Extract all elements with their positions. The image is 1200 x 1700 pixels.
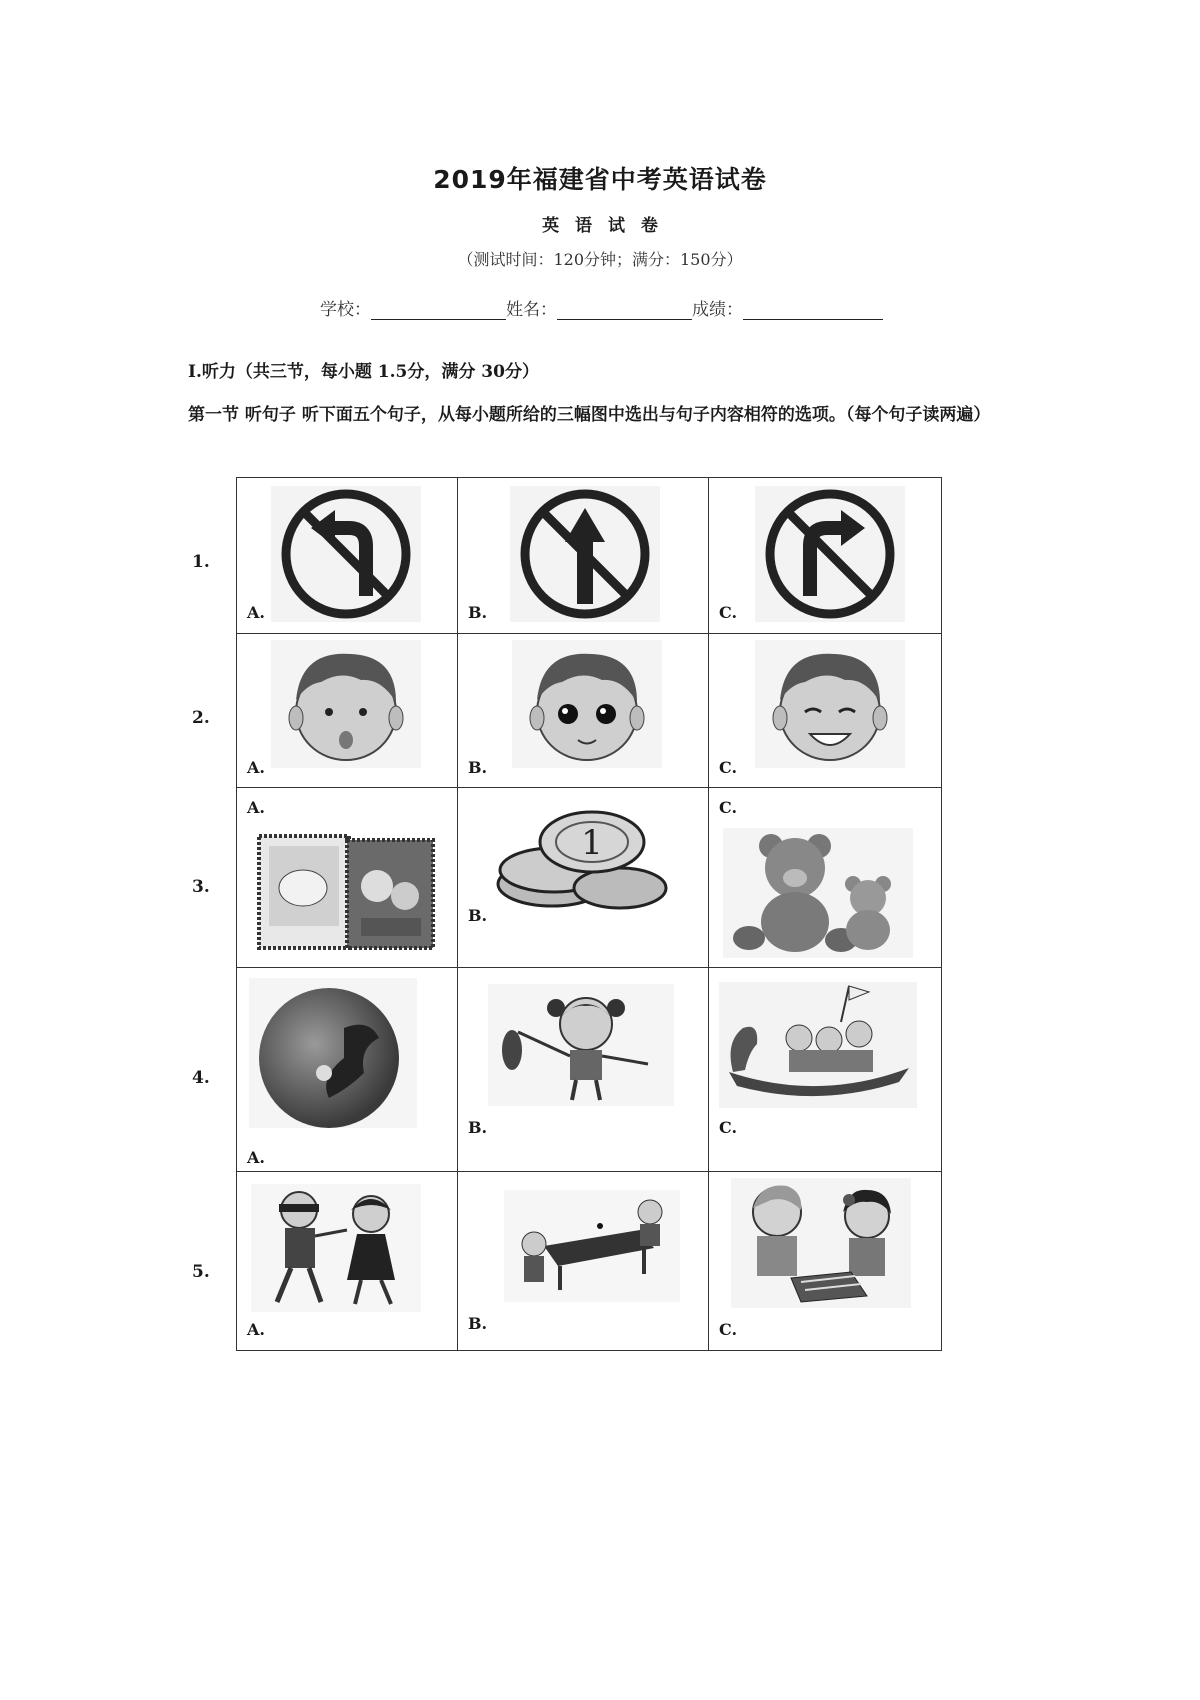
option-label: A. [247,798,265,817]
blindfold-game-icon [251,1184,421,1312]
option-label: C. [719,1320,738,1339]
option-label: A. [247,1320,265,1339]
no-right-turn-sign-icon [755,486,905,622]
option-cell[interactable] [458,478,709,634]
option-cell[interactable] [458,634,709,788]
option-label: B. [468,603,488,622]
boy-surprised-face-icon [271,640,421,768]
dragon-boat-icon [719,982,917,1108]
option-cell[interactable] [709,788,942,968]
no-left-turn-sign-icon [271,486,421,622]
option-cell[interactable] [237,634,458,788]
question-number: 4. [192,1068,210,1088]
exam-title: 2019年福建省中考英语试卷 [433,165,767,194]
boy-big-eyes-face-icon [512,640,662,768]
option-cell[interactable] [237,1172,458,1351]
firecrackers-girl-icon [488,984,674,1106]
option-label: B. [468,906,488,925]
question-number: 1. [192,552,210,572]
option-label: C. [719,798,738,817]
option-label: C. [719,1118,738,1137]
option-cell[interactable] [709,968,942,1172]
option-cell[interactable] [237,788,458,968]
option-cell[interactable] [237,968,458,1172]
score-label: 成绩： [692,300,743,320]
question-number: 2. [192,708,210,728]
score-blank[interactable] [743,303,883,320]
name-label: 姓名： [506,300,557,320]
option-label: A. [247,758,265,777]
table-tennis-icon [504,1190,680,1302]
student-info-line [320,295,883,320]
moon-festival-icon [249,978,417,1128]
question-number: 3. [192,877,210,897]
option-cell[interactable] [458,968,709,1172]
option-label: B. [468,758,488,777]
teddy-bears-icon [723,828,913,958]
listening-part-title: Ⅰ.听力（共三节，每小题 1.5分，满分 30分） [188,362,539,382]
picture-grid [236,477,942,1351]
option-cell[interactable] [709,1172,942,1351]
no-straight-ahead-sign-icon [510,486,660,622]
option-cell[interactable] [709,478,942,634]
exam-subtitle: 英 语 试 卷 [542,216,658,236]
name-blank[interactable] [557,303,692,320]
option-label: A. [247,1148,265,1167]
option-cell[interactable] [237,478,458,634]
school-blank[interactable] [371,303,506,320]
stamps-icon [257,832,437,952]
option-cell[interactable] [458,788,709,968]
option-label: C. [719,603,738,622]
option-label: B. [468,1314,488,1333]
coins-icon [492,800,672,918]
section-instruction: 第一节 听句子 听下面五个句子，从每小题所给的三幅图中选出与句子内容相符的选项。（每个句子读两遍） [188,405,991,425]
svg-text:1: 1 [581,823,603,863]
school-label: 学校： [320,300,371,320]
chess-kids-icon [731,1178,911,1308]
boy-smiling-face-icon [755,640,905,768]
exam-time-note: （测试时间：120分钟；满分：150分） [457,250,743,269]
question-number: 5. [192,1262,210,1282]
option-label: C. [719,758,738,777]
option-cell[interactable] [709,634,942,788]
option-label: A. [247,603,265,622]
option-cell[interactable] [458,1172,709,1351]
option-label: B. [468,1118,488,1137]
